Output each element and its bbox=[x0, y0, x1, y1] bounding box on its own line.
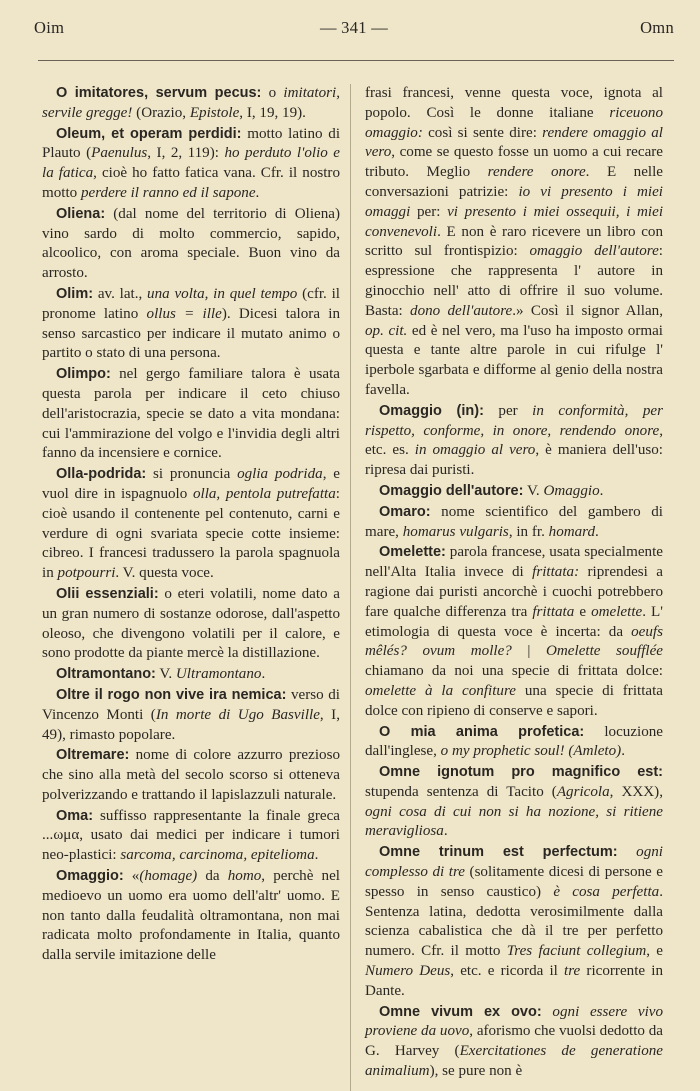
italic-text: ogni essere vivo proviene da uovo bbox=[365, 1003, 663, 1040]
entry-text: V. bbox=[155, 666, 176, 683]
entry-text: locuzione dall'inglese, bbox=[365, 723, 663, 760]
entry-text: stupenda sentenza di Tacito ( bbox=[365, 783, 557, 800]
italic-text: riceuono omaggio: bbox=[365, 104, 663, 141]
entry-text: . V. questa voce. bbox=[115, 565, 214, 582]
entry-text: , I, 49), rimasto popolare. bbox=[42, 706, 340, 743]
dictionary-entry bbox=[365, 402, 663, 481]
entry-text: , e bbox=[646, 943, 663, 960]
italic-text: sarcoma, carcinoma, epitelioma bbox=[120, 847, 315, 864]
dictionary-entry bbox=[42, 665, 340, 685]
entry-text: , in fr. bbox=[508, 523, 549, 540]
entry-text: . L' etimologia di questa voce è incerta: da bbox=[365, 603, 663, 640]
header-left-guideword: Oim bbox=[34, 18, 65, 37]
entry-headword: O imitatores, servum pecus: bbox=[56, 85, 262, 101]
entry-headword: Oltremare: bbox=[56, 747, 130, 764]
dictionary-entry bbox=[42, 285, 340, 364]
italic-text: Ultramontano bbox=[175, 666, 262, 683]
italic-text: Numero Deus bbox=[365, 963, 451, 980]
italic-text: dono dell'autore bbox=[410, 302, 513, 319]
entry-text: . E nelle conversazioni patrizie: bbox=[365, 164, 663, 200]
entry-headword: Omaro: bbox=[379, 503, 431, 520]
entry-headword: Oltramontano: bbox=[56, 666, 156, 683]
entry-text: V. bbox=[523, 482, 544, 499]
dictionary-entry bbox=[42, 84, 340, 124]
italic-text: io vi presento i miei omaggi bbox=[365, 183, 663, 220]
entry-text: suffisso rappresentante la finale greca ...ωμα, usato dai medici per indicare i tumori neo-plastici: bbox=[42, 807, 340, 864]
italic-text: oglia podrida bbox=[237, 466, 323, 483]
italic-text: Exercitationes de generatione animalium bbox=[365, 1043, 663, 1080]
entry-text: frasi francesi, venne questa voce, ignota al popolo. Così le donne italiane bbox=[365, 85, 663, 121]
italic-text: homo bbox=[227, 868, 262, 885]
dictionary-entry bbox=[365, 84, 663, 401]
entry-text: per bbox=[483, 402, 533, 419]
entry-text: (solitamente dicesi di persone e spesso in senso caustico) bbox=[365, 864, 663, 900]
entry-text: per: bbox=[410, 203, 448, 220]
italic-text: omaggio dell'autore bbox=[529, 243, 659, 260]
left-column bbox=[42, 84, 350, 1091]
entry-text bbox=[618, 844, 637, 860]
entry-headword: Oliena: bbox=[56, 205, 106, 222]
entry-text: , come se questo fosse un uomo a cui recare tributo. Meglio bbox=[365, 144, 663, 181]
dictionary-entry bbox=[365, 543, 663, 721]
italic-text: In morte di Ugo Basville bbox=[155, 706, 320, 723]
entry-text: (dal nome del territorio di Oliena) vino sardo di molto commercio, sapido, alcoolico, con aroma speciale. Buon vino da arrosto. bbox=[42, 205, 340, 282]
entry-text: . bbox=[255, 184, 260, 201]
entry-text: : cioè usando il contenente pel contenuto, carni e verdure di ogni svariata specie cotte insieme: cibreo. I francesi tradussero la parola spagnuola in bbox=[42, 485, 340, 582]
italic-text: omelette bbox=[591, 603, 643, 620]
italic-text: op. cit. bbox=[365, 322, 408, 339]
entry-text: chiamano da noi una specie di frittata dolce: bbox=[365, 663, 663, 680]
dictionary-entry bbox=[42, 585, 340, 664]
entry-headword: Omne trinum est perfectum: bbox=[379, 844, 618, 861]
entry-headword: Omne ignotum pro magnifico est: bbox=[379, 764, 663, 781]
page-number: — 341 — bbox=[319, 18, 389, 37]
dictionary-entry bbox=[42, 867, 340, 966]
entry-text: ), se pure non è bbox=[429, 1063, 523, 1080]
header-rule bbox=[38, 60, 674, 61]
italic-text: è cosa perfetta bbox=[553, 883, 660, 900]
italic-text: potpourri bbox=[57, 565, 116, 582]
italic-text: vi presento i miei ossequii, i miei convenevoli bbox=[365, 203, 663, 240]
italic-text: homard bbox=[548, 523, 596, 540]
italic-text: Omaggio bbox=[543, 482, 600, 499]
entry-text: motto latino di Plauto ( bbox=[42, 125, 341, 162]
entry-text: o eteri volatili, nome dato a un gran numero di sostanze odorose, dall'aspetto oleoso, che divengono volatili per il calore, e sono prodotte da piante mercè la distillazione. bbox=[42, 585, 340, 662]
entry-headword: Oleum, et operam perdidi: bbox=[56, 125, 242, 142]
entry-headword: Oltre il rogo non vive ira nemica: bbox=[56, 686, 287, 703]
entry-text: , I, 2, 119): bbox=[147, 145, 225, 162]
running-header bbox=[34, 8, 674, 38]
italic-text: rendere omaggio al vero bbox=[365, 124, 663, 161]
dictionary-entry bbox=[42, 807, 340, 866]
dictionary-entry bbox=[42, 465, 340, 584]
entry-text: . E non è raro ricevere un libro con scritto sul frontispizio: bbox=[365, 223, 663, 260]
entry-text: . bbox=[599, 482, 604, 499]
entry-text: : espressione che rappresenta l' autore in ginocchio nell' atto di offrire il suo volume. Basta: bbox=[365, 243, 663, 319]
dictionary-entry bbox=[365, 763, 663, 842]
entry-headword: Olla-podrida: bbox=[56, 466, 147, 483]
italic-text: in conformità, per rispetto, conforme, in onore, rendendo onore bbox=[365, 402, 663, 439]
italic-text: Tres faciunt collegium bbox=[506, 943, 647, 960]
entry-text: riprendesi a ragione dai puristi ancorchè i cuochi potrebbero fare qualche differenza tra bbox=[365, 564, 663, 620]
dictionary-entry bbox=[42, 125, 340, 204]
entry-headword: Omaggio (in): bbox=[379, 402, 484, 419]
entry-text: , perchè nel medioevo un uomo era uomo dell'altr' uomo. E non tanto dalla feudalità oltramontana, non mai radicata molto profondamente in Italia, quanto dalla servile imitazione delle bbox=[42, 868, 340, 964]
italic-text: frittata: bbox=[532, 564, 580, 581]
italic-text: tre bbox=[564, 963, 581, 980]
entry-text: o bbox=[261, 85, 284, 101]
entry-headword: Olimpo: bbox=[56, 366, 111, 383]
italic-text: omelette à la confiture bbox=[365, 682, 516, 699]
entry-text: | bbox=[511, 643, 546, 660]
dictionary-entry bbox=[365, 1003, 663, 1082]
dictionary-entry bbox=[42, 746, 340, 805]
entry-text: verso di Vincenzo Monti ( bbox=[42, 686, 341, 723]
italic-text: (homage) bbox=[139, 868, 198, 885]
italic-text: Paenulus bbox=[91, 145, 148, 162]
italic-text: rendere onore bbox=[487, 164, 586, 181]
entry-text: av. lat., bbox=[93, 285, 148, 302]
entry-text: , I, 19, 19). bbox=[239, 104, 306, 121]
entry-headword: Omne vivum ex ovo: bbox=[379, 1003, 542, 1020]
entry-headword: Omelette: bbox=[379, 544, 446, 561]
two-column-body bbox=[42, 84, 674, 1091]
entry-text: . bbox=[595, 523, 599, 540]
entry-text bbox=[542, 1004, 553, 1020]
entry-text: (cfr. il pronome latino bbox=[42, 285, 340, 322]
entry-text: (Orazio, bbox=[132, 104, 190, 121]
dictionary-entry bbox=[365, 843, 663, 1001]
italic-text: ollus = ille bbox=[146, 305, 222, 322]
italic-text: o my prophetic soul! (Amleto) bbox=[440, 743, 622, 760]
right-column bbox=[350, 84, 663, 1091]
entry-text: . bbox=[314, 847, 319, 864]
entry-text: « bbox=[123, 868, 140, 885]
entry-text: . bbox=[443, 823, 448, 840]
entry-headword: Olii essenziali: bbox=[56, 585, 159, 602]
entry-text: così si sente dire: bbox=[422, 124, 543, 141]
dictionary-entry bbox=[365, 723, 663, 763]
entry-text: , aforismo che vuolsi dedotto da G. Harvey ( bbox=[365, 1023, 663, 1060]
dictionary-entry bbox=[365, 482, 663, 502]
entry-text: nel gergo familiare talora è usata questa parola per indicare il ceto chiuso dell'aristocrazia, specie se dato a vita mondana: cui l'ammirazione del volgo e l'invidia degli altri fanno da incensiere e cornice. bbox=[42, 366, 340, 462]
entry-text: da bbox=[197, 868, 228, 885]
italic-text: oeufs mêlés? ovum molle? bbox=[365, 623, 663, 660]
italic-text: ho perduto l'olio e la fatica bbox=[42, 145, 340, 182]
italic-text: Agricola bbox=[556, 783, 610, 800]
italic-text: Omelette soufflée bbox=[546, 643, 663, 660]
italic-text: olla, pentola putrefatta bbox=[192, 485, 336, 502]
header-right-guideword: Omn bbox=[640, 18, 674, 37]
entry-text: e bbox=[574, 603, 592, 620]
italic-text: frittata bbox=[532, 603, 575, 620]
entry-text: una specie di frittata dolce con ripieno di conserve e sapori. bbox=[365, 682, 663, 719]
entry-text: , etc. e ricorda il bbox=[450, 963, 565, 980]
entry-text: nome di colore azzurro prezioso che sino alla metà del secolo scorso si otteneva polverizzando e trattando il lapislazzuli naturale. bbox=[42, 747, 340, 803]
entry-headword: O mia anima profetica: bbox=[379, 723, 585, 740]
dictionary-entry bbox=[42, 205, 340, 284]
entry-headword: Omaggio dell'autore: bbox=[379, 482, 524, 499]
dictionary-entry bbox=[42, 686, 340, 745]
entry-text: . Sentenza latina, dedotta verosimilmente dalla scienza cabalistica che dà il tre per perfetto numero. Cfr. il motto bbox=[365, 883, 663, 960]
italic-text: Epistole bbox=[189, 104, 240, 121]
entry-text: .» Così il signor Allan, bbox=[512, 302, 663, 319]
italic-text: una volta, in quel tempo bbox=[147, 285, 298, 302]
entry-text: si pronuncia bbox=[146, 466, 238, 483]
entry-text: ). Dicesi talora in senso sarcastico per indicare il mutato animo o partito o stato di una persona. bbox=[42, 305, 341, 362]
entry-text: , cioè ho fatto fatica vana. Cfr. il nostro motto bbox=[42, 165, 341, 201]
entry-headword: Oma: bbox=[56, 807, 94, 824]
entry-text: ricorrente in Dante. bbox=[365, 963, 663, 999]
italic-text: imitatori, servile gregge! bbox=[42, 85, 341, 121]
entry-headword: Omaggio: bbox=[56, 868, 124, 885]
entry-text: . bbox=[261, 666, 266, 683]
entry-text: nome scientifico del gambero di mare, bbox=[365, 503, 663, 540]
italic-text: in omaggio al vero bbox=[414, 442, 536, 459]
entry-text: , etc. es. bbox=[365, 422, 663, 459]
entry-headword: Olim: bbox=[56, 285, 94, 302]
entry-text: , è maniera dell'uso: ripresa dai puristi. bbox=[365, 442, 663, 479]
italic-text: ogni complesso di tre bbox=[365, 844, 663, 881]
italic-text: ogni cosa di cui non si ha nozione, si ritiene meravigliosa bbox=[365, 803, 663, 840]
entry-text: ed è nel vero, ma l'uso ha imposto ormai questa e tante altre parole in cui rifulge l' iperbole sgarbata e difforme al genio della nostra favella. bbox=[365, 322, 663, 398]
dictionary-entry bbox=[365, 503, 663, 543]
italic-text: homarus vulgaris bbox=[402, 523, 509, 540]
italic-text: perdere il ranno ed il sapone bbox=[81, 184, 256, 201]
entry-text: parola francese, usata specialmente nell'Alta Italia invece di bbox=[365, 544, 663, 581]
entry-text: . bbox=[621, 743, 625, 760]
entry-text: , e vuol dire in ispagnuolo bbox=[42, 466, 340, 502]
dictionary-entry bbox=[42, 365, 340, 464]
entry-text: , XXX), bbox=[609, 783, 663, 800]
